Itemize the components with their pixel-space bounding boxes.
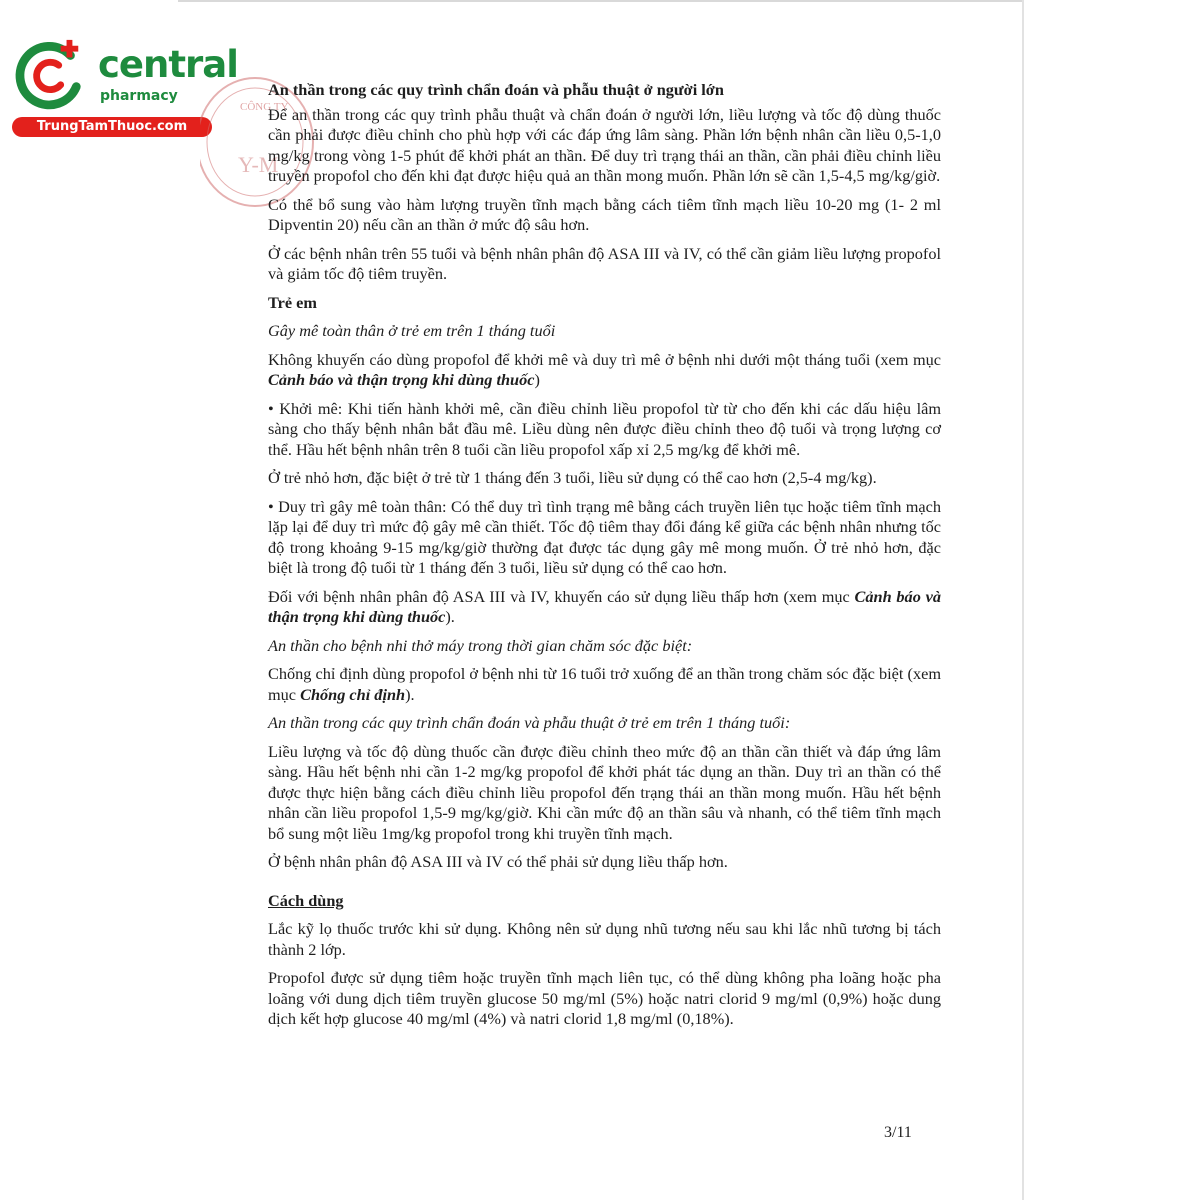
- paragraph: Để an thần trong các quy trình phẫu thuật và chẩn đoán ở người lớn, liều lượng và tốc độ dùng thuốc cần phải được điều chỉnh cho phù hợp với các đáp ứng lâm sàng. Phần lớn bệnh nhân cần liều 0,5-1,0 mg/kg trong vòng 1-5 phút để khởi phát an thần. Để duy trì trạng thái an thần, cần phải điều chỉnh liều truyền propofol cho đến khi đạt được hiệu quả an thần mong muốn. Phần lớn sẽ cần 1,5-4,5 mg/kg/giờ.: [268, 104, 941, 185]
- paragraph: Liều lượng và tốc độ dùng thuốc cần được điều chỉnh theo mức độ an thần cần thiết và đáp ứng lâm sàng. Hầu hết bệnh nhi cần 1-2 mg/kg propofol để khởi phát tác dụng an thần. Duy trì an thần có thể được thực hiện bằng cách điều chỉnh liều propofol đến trạng thái an thần mong muốn. Hầu hết bệnh nhân cần liều propofol 1,5-9 mg/kg/giờ. Khi cần mức độ an thần sâu và nhanh, có thể tiêm tĩnh mạch bổ sung một liều 1mg/kg propofol trong khi truyền tĩnh mạch.: [268, 741, 941, 843]
- stamp-text-main: Y-M: [238, 152, 279, 177]
- subheading-sedation-children: An thần trong các quy trình chẩn đoán và phẫu thuật ở trẻ em trên 1 tháng tuổi:: [268, 713, 791, 732]
- paragraph: Lắc kỹ lọ thuốc trước khi sử dụng. Không nên sử dụng nhũ tương nếu sau khi lắc nhũ tương bị tách thành 2 lớp.: [268, 919, 941, 959]
- cross-reference-contraindications: Chống chỉ định: [300, 684, 406, 704]
- document-body: [268, 80, 941, 1038]
- heading-sedation-adult: An thần trong các quy trình chẩn đoán và phẫu thuật ở người lớn: [268, 80, 724, 99]
- paragraph: Có thể bổ sung vào hàm lượng truyền tĩnh mạch bằng cách tiêm tĩnh mạch liều 10-20 mg (1- 2 ml Dipventin 20) nếu cần an thần ở mức độ sâu hơn.: [268, 194, 941, 234]
- page-number: 3/11: [884, 1124, 912, 1141]
- pharmacy-cross-icon: [10, 36, 88, 114]
- cross-reference-warnings: Cảnh báo và thận trọng khi dùng thuốc: [268, 586, 941, 626]
- subheading-icu-sedation: An thần cho bệnh nhi thở máy trong thời gian chăm sóc đặc biệt:: [268, 635, 693, 655]
- paragraph: Chống chỉ định dùng propofol ở bệnh nhi từ 16 tuổi trở xuống để an thần trong chăm sóc đặc biệt (xem mục Chống chỉ định).: [268, 664, 941, 704]
- paragraph: Propofol được sử dụng tiêm hoặc truyền tĩnh mạch liên tục, có thể dùng không pha loãng hoặc pha loãng với dung dịch tiêm truyền glucose 50 mg/ml (5%) hoặc natri clorid 9 mg/ml (0,9%) hoặc dung dịch kết hợp glucose 40 mg/ml (4%) và natri clorid 1,8 mg/ml (0,18%).: [268, 968, 941, 1028]
- paragraph: Ở các bệnh nhân trên 55 tuổi và bệnh nhân phân độ ASA III và IV, có thể cần giảm liều lượng propofol và giảm tốc độ tiêm truyền.: [268, 243, 941, 283]
- logo-name: central: [98, 43, 238, 86]
- scan-top-edge: [178, 0, 1024, 2]
- paragraph: Ở trẻ nhỏ hơn, đặc biệt ở trẻ từ 1 tháng đến 3 tuổi, liều sử dụng có thể cao hơn (2,5-4 mg/kg).: [268, 468, 877, 487]
- logo-site-banner: TrungTamThuoc.com: [12, 117, 212, 137]
- paragraph-induction: • Khởi mê: Khi tiến hành khởi mê, cần điều chỉnh liều propofol từ từ cho đến khi các dấu hiệu lâm sàng cho thấy bệnh nhân bắt đầu mê. Liều dùng nên được điều chỉnh theo độ tuổi và trọng lượng cơ thể. Hầu hết bệnh nhân trên 8 tuổi cần liều propofol xấp xỉ 2,5 mg/kg để khởi mê.: [268, 398, 941, 459]
- central-pharmacy-logo[interactable]: [10, 36, 238, 141]
- paragraph: Ở bệnh nhân phân độ ASA III và IV có thể phải sử dụng liều thấp hơn.: [268, 852, 728, 871]
- paragraph: Đối với bệnh nhân phân độ ASA III và IV, khuyến cáo sử dụng liều thấp hơn (xem mục Cảnh báo và thận trọng khi dùng thuốc).: [268, 586, 941, 626]
- paragraph: Không khuyến cáo dùng propofol để khởi mê và duy trì mê ở bệnh nhi dưới một tháng tuổi (xem mục Cảnh báo và thận trọng khi dùng thuốc): [268, 349, 941, 389]
- stamp-text-top: CÔNG TY: [240, 101, 289, 113]
- scan-right-edge: [1022, 0, 1024, 1200]
- heading-usage: Cách dùng: [268, 890, 344, 910]
- heading-children: Trẻ em: [268, 292, 317, 312]
- logo-subtitle: pharmacy: [100, 88, 178, 104]
- paragraph-maintenance: • Duy trì gây mê toàn thân: Có thể duy trì tình trạng mê bằng cách truyền liên tục hoặc tiêm tĩnh mạch lặp lại để duy trì mức độ gây mê cần thiết. Tốc độ tiêm thay đổi đáng kể giữa các bệnh nhân nhưng tốc độ trong khoảng 9-15 mg/kg/giờ thường đạt được tác dụng gây mê mong muốn. Ở trẻ nhỏ hơn, đặc biệt là trong độ tuổi từ 1 tháng đến 3 tuổi, liều sử dụng có thể cao hơn.: [268, 496, 941, 577]
- cross-reference-warnings: Cảnh báo và thận trọng khi dùng thuốc: [268, 370, 535, 389]
- subheading-general-anesthesia: Gây mê toàn thân ở trẻ em trên 1 tháng tuổi: [268, 321, 556, 340]
